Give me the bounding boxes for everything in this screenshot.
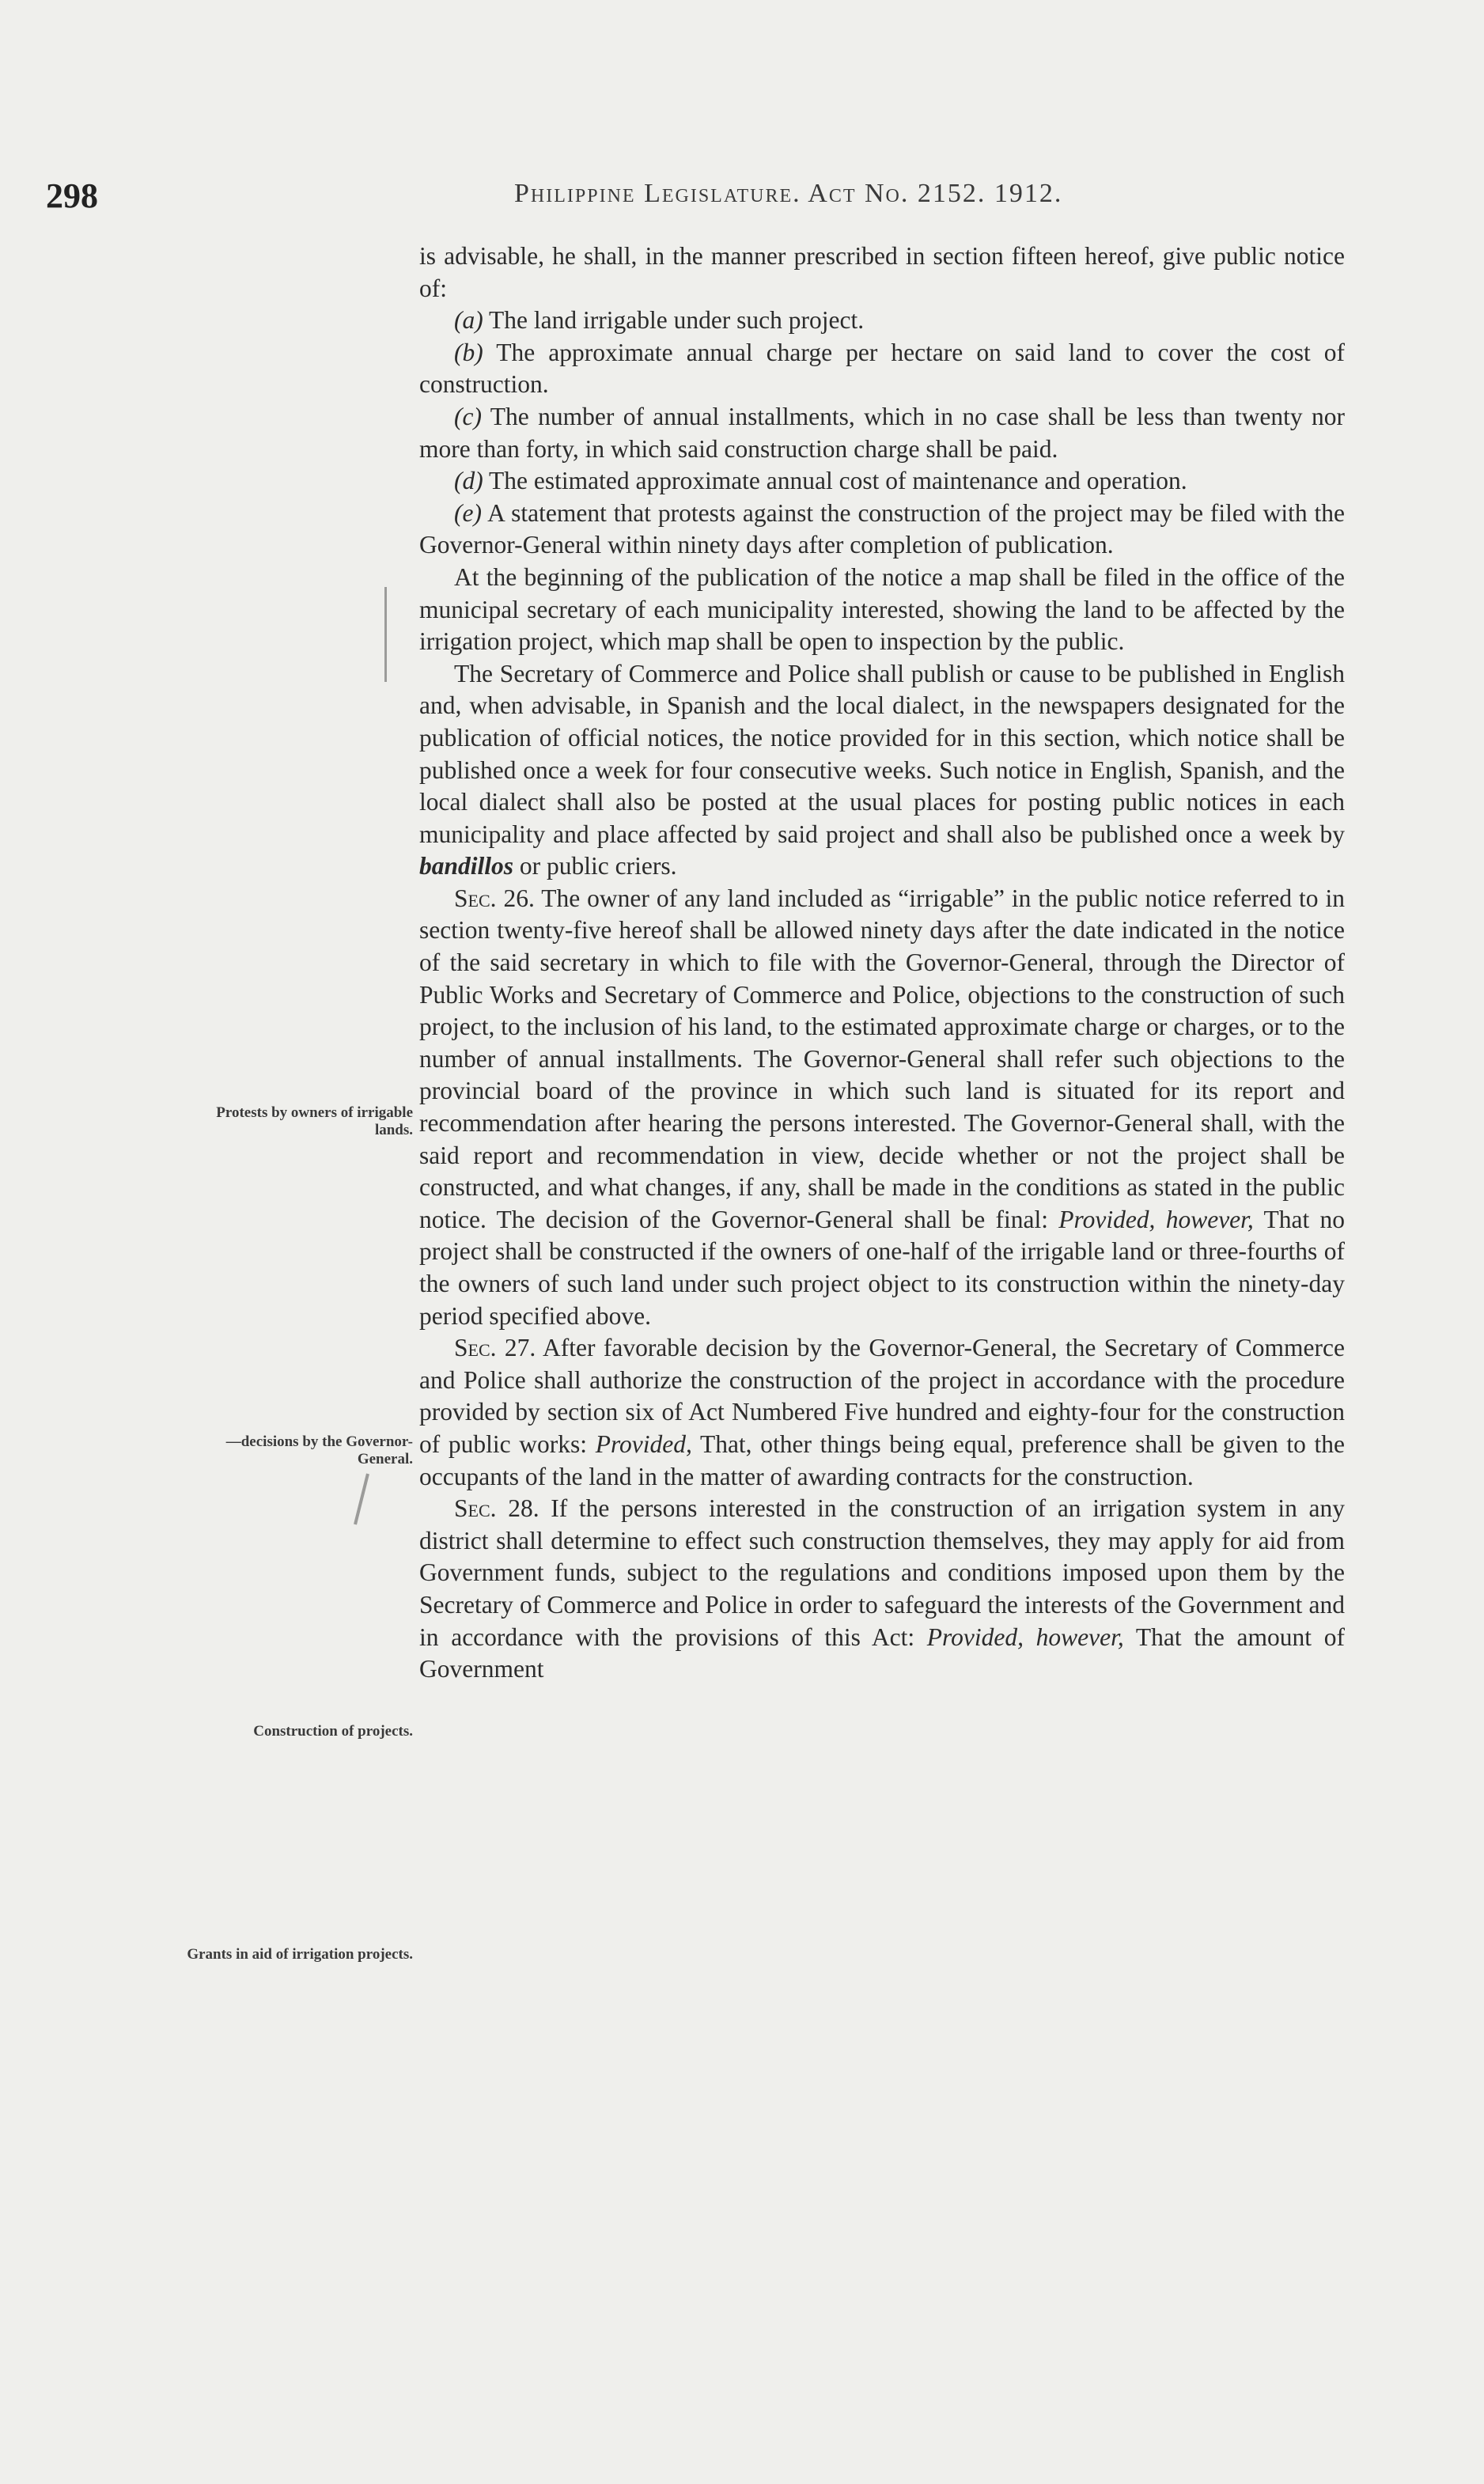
page-number: 298: [46, 176, 98, 215]
item-label: (a): [454, 306, 483, 335]
margin-note-protests: Protests by owners of irrigable lands.: [216, 1104, 413, 1138]
item-label: (c): [454, 402, 482, 430]
item-label: (d): [454, 467, 483, 495]
section-26: Sec. 26. The owner of any land included as “irrigable” in the public notice referred to in section twenty-five hereof shall be allowed ninety days after the date indicated in the notice of the said secretary in which to file with the Governor-General, through the Director of Public Works and Secretary of Commerce and Police, objections to the construction of such project, to the inclusion of his land, to the estimated approximate charge or charges, or to the number of annual installments. The Governor-General shall refer such objections to the provincial board of the province in which such land is situated for its report and recommendation after hearing the persons interested. The Governor-General shall, with the said report and recommendation in view, decide whether or not the project shall be constructed, and what changes, if any, shall be made in the conditions as stated in the public notice. The decision of the Governor-General shall be final: Provided, however, That no project shall be constructed if the owners of one-half of the irrigable land or three-fourths of the owners of such land under such project object to its construction within the ninety-day period specified above.: [419, 884, 1345, 1330]
section-27: Sec. 27. After favorable decision by the Governor-General, the Secretary of Commerce and Police shall authorize the construction of the project in accordance with the procedure provided by section six of Act Numbered Five hundred and eighty-four for the construction of public works: Provided, That, other things being equal, preference shall be given to the occupants of the land in the matter of awarding contracts for the construction.: [419, 1334, 1345, 1490]
pencil-margin-line: [384, 587, 387, 682]
paragraph-publication: The Secretary of Commerce and Police shall publish or cause to be published in English and, when advisable, in Spanish and the local dialect, in the newspapers designated for the publication of official notices, the notice provided for in this section, which notice shall be published once a week for four consecutive weeks. Such notice in English, Spanish, and the local dialect shall also be posted at the usual places for posting public notices in each municipality and place affected by said project and shall also be published once a week by bandillos or public criers.: [419, 659, 1345, 880]
section-28: Sec. 28. If the persons interested in the construction of an irrigation system in any district shall determine to effect such construction themselves, they may apply for aid from Government funds, subject to the regulations and conditions imposed upon them by the Secretary of Commerce and Police in order to safeguard the interests of the Government and in accordance with the provisions of this Act: Provided, however, That the amount of Government: [419, 1494, 1345, 1683]
paragraph-a: (a) The land irrigable under such project.: [454, 306, 865, 335]
section-number: Sec. 27.: [454, 1334, 536, 1362]
section-number: Sec. 28.: [454, 1494, 539, 1523]
margin-note-construction: Construction of projects.: [253, 1723, 413, 1740]
paragraph-intro: is advisable, he shall, in the manner prescribed in section fifteen hereof, give public notice of:: [419, 242, 1345, 302]
pencil-slash-mark: [354, 1473, 369, 1524]
margin-note-grants: Grants in aid of irrigation projects.: [187, 1946, 413, 1963]
margin-note-decisions: —decisions by the Governor-General.: [225, 1433, 413, 1467]
running-head: Philippine Legislature. Act No. 2152. 1912.: [514, 179, 1063, 208]
paragraph-c: (c) The number of annual installments, which in no case shall be less than twenty nor more than forty, in which said construction charge shall be paid.: [419, 402, 1345, 463]
paragraph-e: (e) A statement that protests against the construction of the project may be filed with the Governor-General within ninety days after completion of publication.: [419, 498, 1345, 559]
paragraph-map: At the beginning of the publication of the notice a map shall be filed in the office of the municipal secretary of each municipality interested, showing the land to be affected by the irrigation project, which map shall be open to inspection by the public.: [419, 562, 1345, 656]
section-number: Sec. 26.: [454, 884, 535, 912]
paragraph-b: (b) The approximate annual charge per hectare on said land to cover the cost of construction.: [419, 338, 1345, 399]
paragraph-d: (d) The estimated approximate annual cost of maintenance and operation.: [454, 467, 1187, 495]
item-label: (b): [454, 338, 483, 366]
item-label: (e): [454, 498, 482, 527]
body-text: [419, 240, 1345, 1686]
